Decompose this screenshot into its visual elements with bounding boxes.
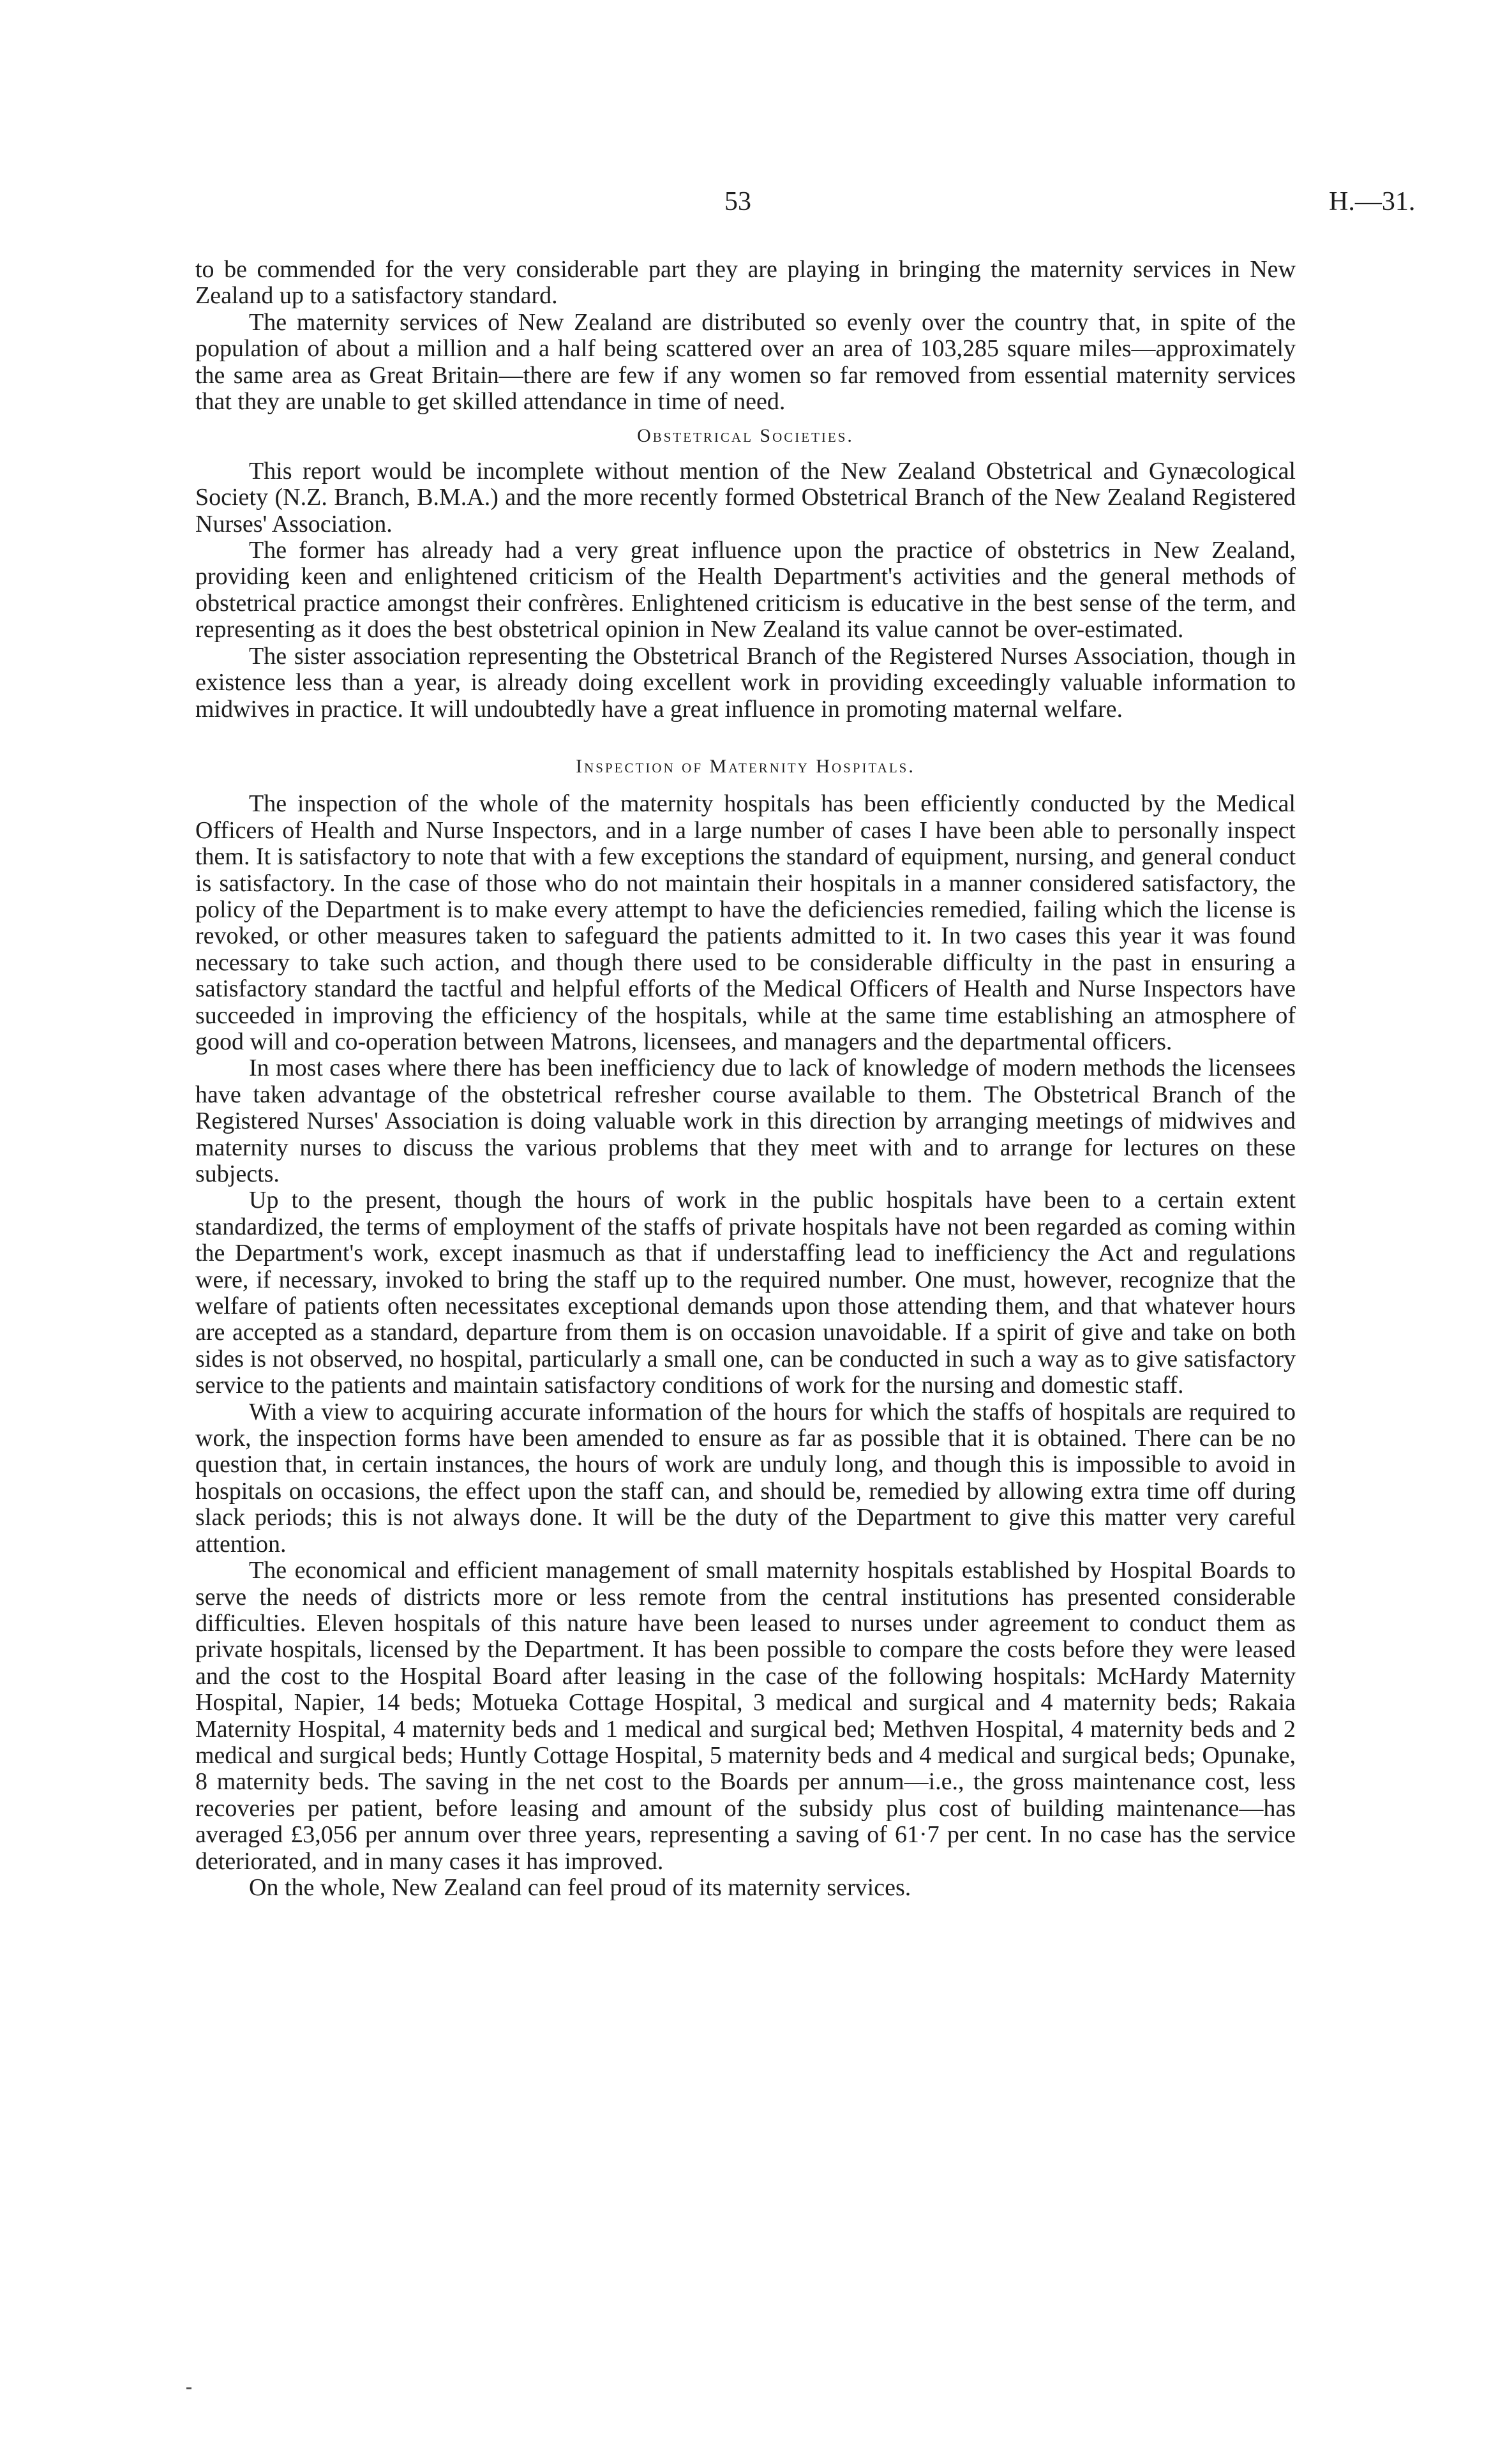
margin-mark — [186, 2387, 191, 2389]
paragraph-hours-of-work: Up to the present, though the hours of work in the public hospitals have been to a certain extent standardized, the terms of employment of the staffs of private hospitals have not been regarded as coming within the Department's work, except inasmuch as that if understaffing lead to inefficiency the Act and regulations were, if necessary, invoked to bring the staff up to the required number. One must, however, recognize that the welfare of patients often necessitates exceptional demands upon those attending them, and that whatever hours are accepted as a standard, departure from them is on occasion unavoidable. If a spirit of give and take on both sides is not observed, no hospital, particularly a small one, can be conducted in such a way as to give satisfactory service to the patients and maintain satisfactory conditions of work for the nursing and domestic staff. — [195, 1187, 1296, 1399]
section-heading-inspection: Inspection of Maternity Hospitals. — [576, 755, 915, 777]
section-heading-obstetrical-societies: Obstetrical Societies. — [637, 425, 854, 447]
document-reference: H.—31. — [1329, 187, 1416, 216]
page-number: 53 — [724, 187, 751, 216]
paragraph-refresher-course: In most cases where there has been inefficiency due to lack of knowledge of modern methods the licensees have taken advantage of the obstetrical refresher course available to them. The Obstetrical Branch of the Registered Nurses' Association is doing valuable work in this direction by arranging meetings of midwives and maternity nurses to discuss the various problems that they meet with and to arrange for lectures on these subjects. — [195, 1055, 1296, 1187]
page-header — [0, 186, 1491, 231]
paragraph-societies-intro: This report would be incomplete without mention of the New Zealand Obstetrical and Gynæcological Society (N.Z. Branch, B.M.A.) and the more recently formed Obstetrical Branch of the New Zealand Registered Nurses' Association. — [195, 457, 1296, 537]
report-body — [195, 257, 1296, 1901]
paragraph-conclusion: On the whole, New Zealand can feel proud of its maternity services. — [249, 1874, 911, 1901]
paragraph-continuation: to be commended for the very considerable part they are playing in bringing the maternity services in New Zealand up to a satisfactory standard. — [195, 256, 1296, 310]
paragraph-former-society: The former has already had a very great influence upon the practice of obstetrics in New Zealand, providing keen and enlightened criticism of the Health Department's activities and the general methods of obstetrical practice amongst their confrères. Enlightened criticism is educative in the best sense of the term, and representing as it does the best obstetrical opinion in New Zealand its value cannot be over-estimated. — [195, 537, 1296, 643]
paragraph-sister-association: The sister association representing the Obstetrical Branch of the Registered Nurses Association, though in existence less than a year, is already doing excellent work in providing exceedingly valuable information to midwives in practice. It will undoubtedly have a great influence in promoting maternal welfare. — [195, 642, 1296, 723]
paragraph-hospital-leasing: The economical and efficient management of small maternity hospitals established by Hospital Boards to serve the needs of districts more or less remote from the central institutions has presented considerable difficulties. Eleven hospitals of this nature have been leased to nurses under agreement to conduct them as private hospitals, licensed by the Department. It has been possible to compare the costs before they were leased and the cost to the Hospital Board after leasing in the case of the following hospitals: McHardy Maternity Hospital, Napier, 14 beds; Motueka Cottage Hospital, 3 medical and surgical and 4 maternity beds; Rakaia Maternity Hospital, 4 maternity beds and 1 medical and surgical bed; Methven Hospital, 4 maternity beds and 2 medical and surgical beds; Huntly Cottage Hospital, 5 maternity beds and 4 medical and surgical beds; Opunake, 8 maternity beds. The saving in the net cost to the Boards per annum—i.e., the gross maintenance cost, less recoveries per patient, before leasing and amount of the subsidy plus cost of building maintenance—has averaged £3,056 per annum over three years, representing a saving of 61·7 per cent. In no case has the service deteriorated, and in many cases it has improved. — [195, 1557, 1296, 1875]
paragraph-inspection-forms: With a view to acquiring accurate information of the hours for which the staffs of hospitals are required to work, the inspection forms have been amended to ensure as far as possible that it is obtained. There can be no question that, in certain instances, the hours of work are unduly long, and though this is impossible to avoid in hospitals on occasions, the effect upon the staff can, and should be, remedied by allowing extra time off during slack periods; this is not always done. It will be the duty of the Department to give this matter very careful attention. — [195, 1398, 1296, 1558]
paragraph-distribution: The maternity services of New Zealand are distributed so evenly over the country that, in spite of the population of about a million and a half being scattered over an area of 103,285 square miles—approximately the same area as Great Britain—there are few if any women so far removed from essential maternity services that they are unable to get skilled attendance in time of need. — [195, 308, 1296, 416]
paragraph-inspection: The inspection of the whole of the maternity hospitals has been efficiently conducted by the Medical Officers of Health and Nurse Inspectors, and in a large number of cases I have been able to personally inspect them. It is satisfactory to note that with a few exceptions the standard of equipment, nursing, and general conduct is satisfactory. In the case of those who do not maintain their hospitals in a manner considered satisfactory, the policy of the Department is to make every attempt to have the deficiencies remedied, failing which the license is revoked, or other measures taken to safeguard the patients admitted to it. In two cases this year it was found necessary to take such action, and though there used to be considerable difficulty in the past in ensuring a satisfactory standard the tactful and helpful efforts of the Medical Officers of Health and Nurse Inspectors have succeeded in improving the efficiency of the hospitals, while at the same time establishing an atmosphere of good will and co-operation between Matrons, licensees, and managers and the departmental officers. — [195, 790, 1296, 1055]
